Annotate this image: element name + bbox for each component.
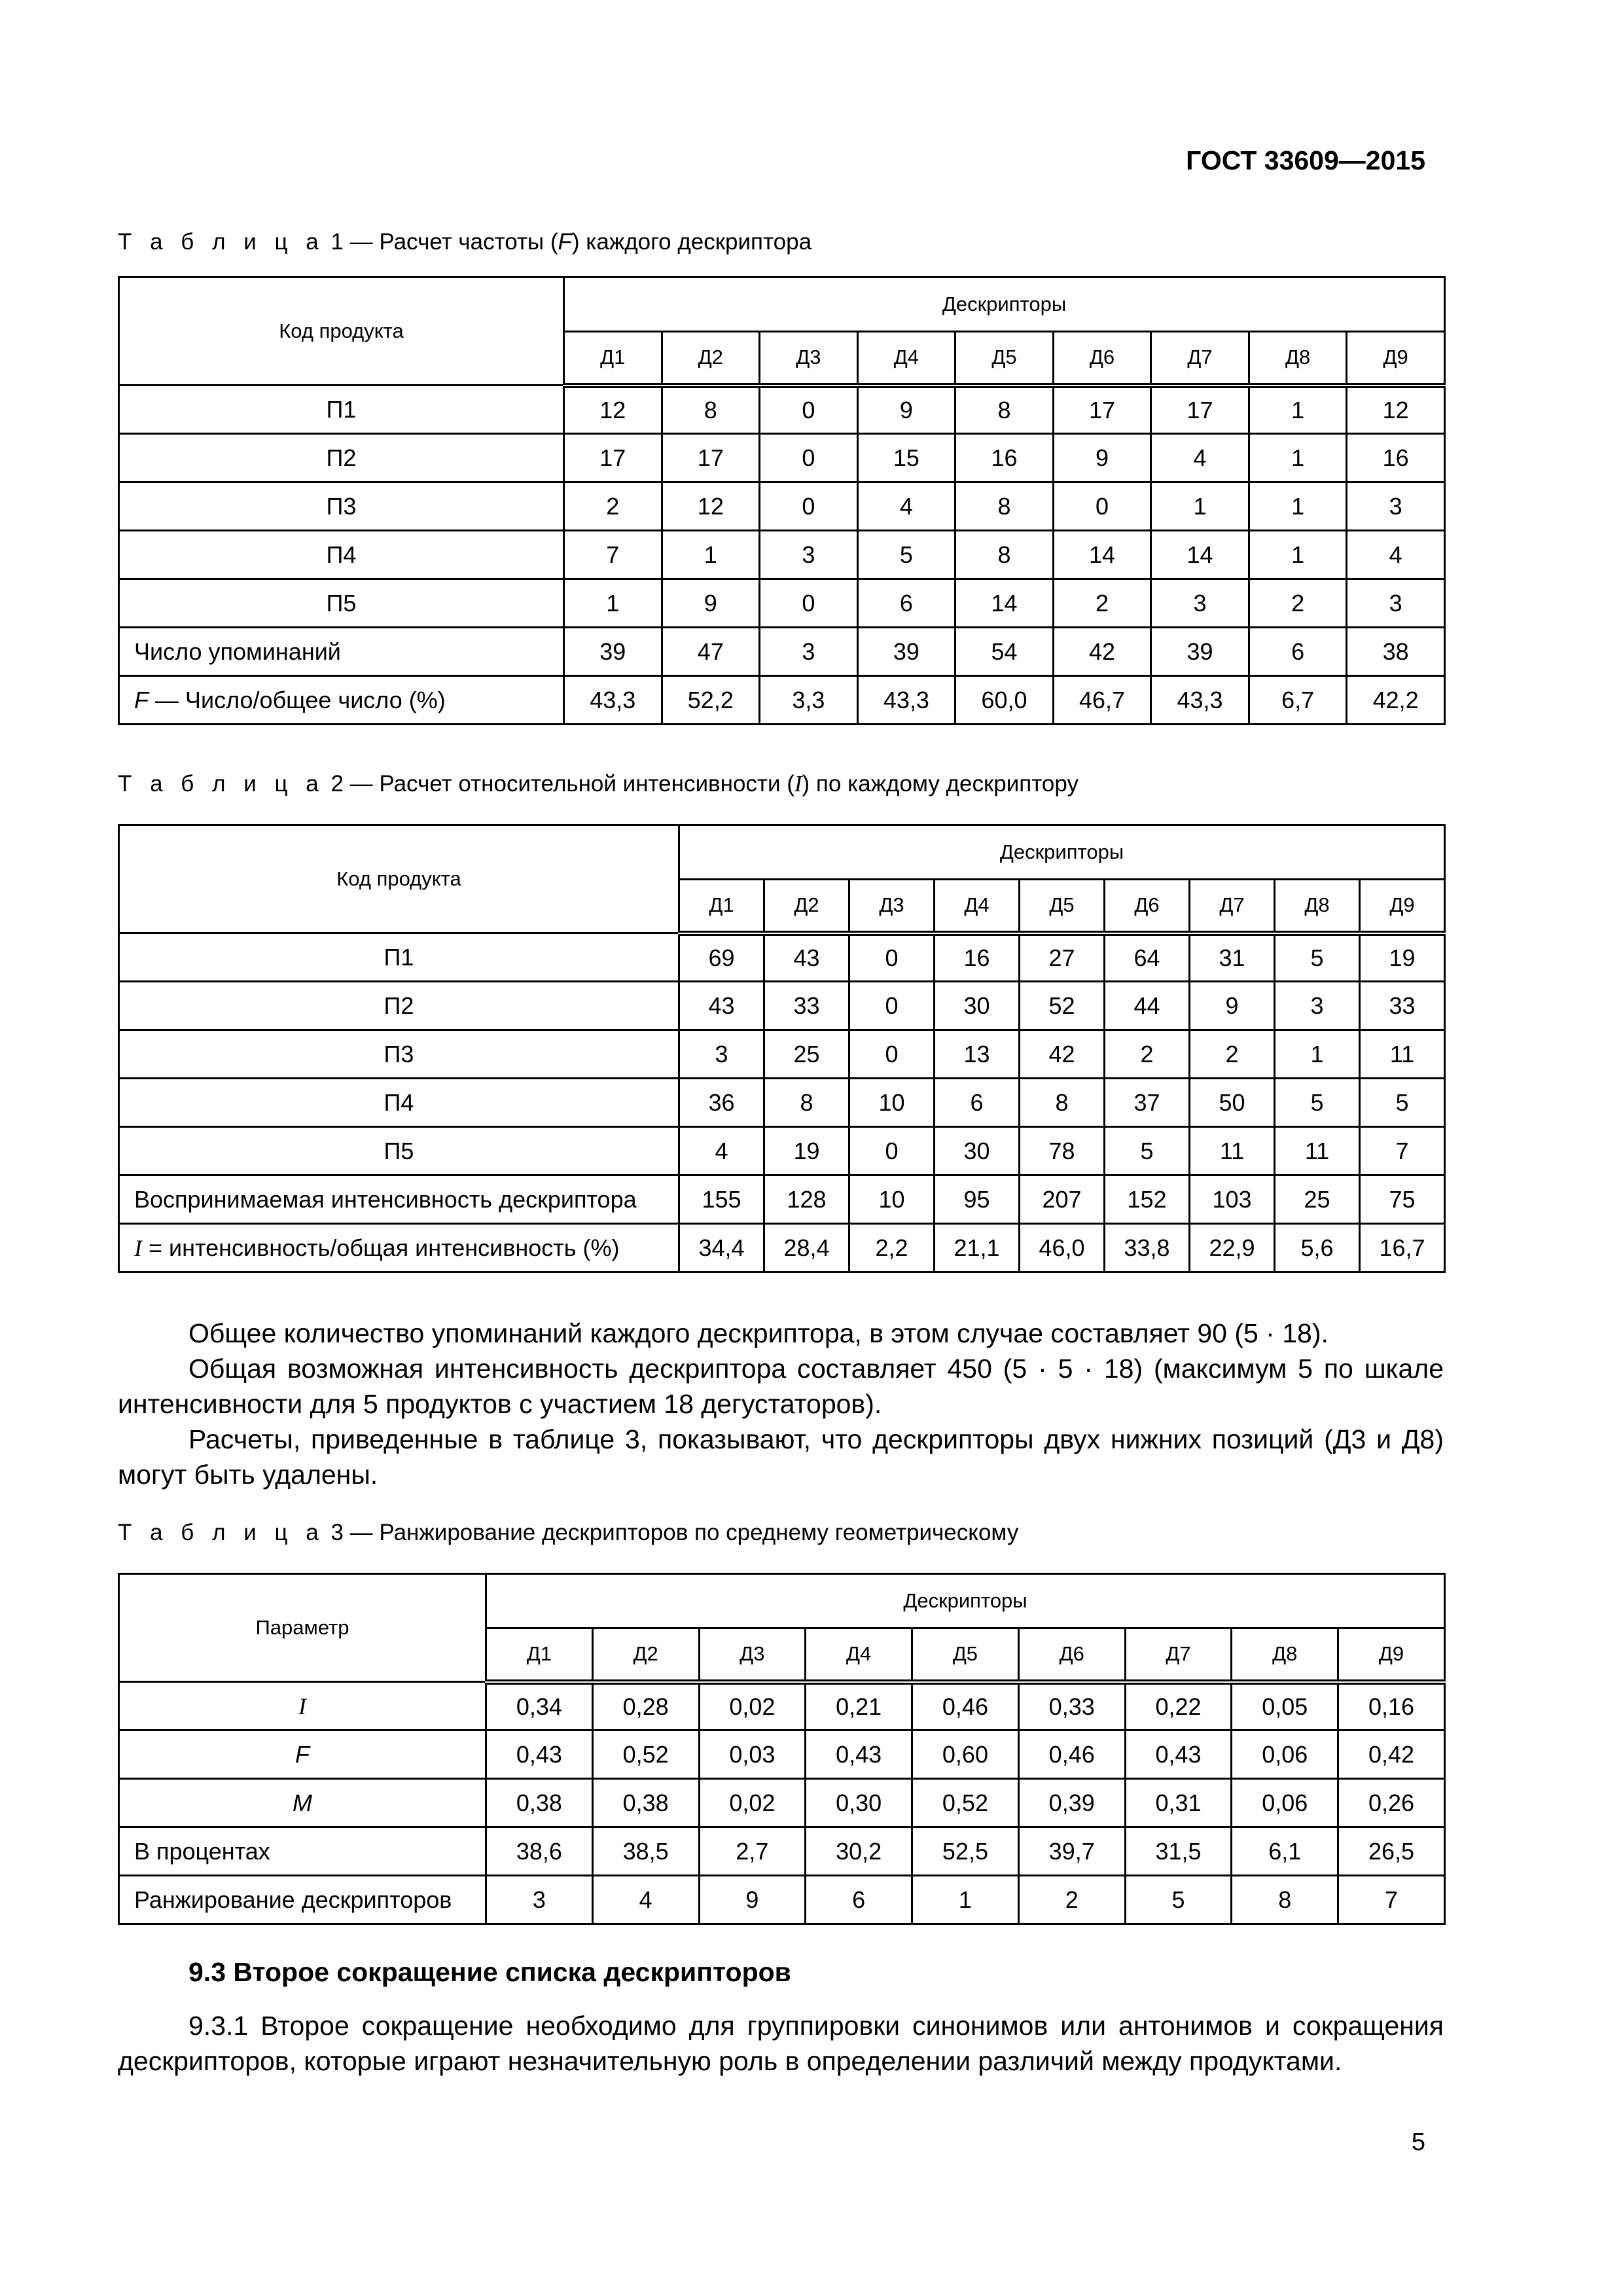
table-cell: 38,5	[592, 1827, 699, 1876]
column-header: Код продукта	[119, 825, 679, 933]
table-cell: 31	[1190, 933, 1275, 982]
table-row	[119, 676, 1445, 725]
table-cell: 5	[1275, 933, 1360, 982]
table-cell: 0,21	[806, 1682, 912, 1731]
table-3-caption: Т а б л и ц а 3 — Ранжирование дескрипторов по среднему геометрическому	[118, 1520, 1019, 1545]
table-cell: 0,52	[912, 1779, 1019, 1827]
table-cell: 152	[1105, 1175, 1190, 1224]
table-cell: 0,34	[486, 1682, 593, 1731]
table-cell: 7	[1338, 1876, 1445, 1924]
table-cell: 12	[1347, 386, 1445, 434]
table-cell: 37	[1105, 1079, 1190, 1127]
table-cell: 6	[935, 1079, 1020, 1127]
descriptor-header: Д9	[1338, 1628, 1445, 1682]
table-cell: 39	[857, 628, 955, 676]
header-row	[119, 825, 1445, 880]
row-label: П3	[119, 482, 564, 531]
table-cell: 6,7	[1249, 676, 1347, 725]
row-label: Ранжирование дескрипторов	[119, 1876, 486, 1924]
descriptor-header: Д2	[764, 880, 849, 933]
row-label: Воспринимаемая интенсивность дескриптора	[119, 1175, 679, 1224]
table-cell: 25	[764, 1030, 849, 1079]
paragraph: 9.3.1 Второе сокращение необходимо для группировки синонимов или антонимов и сокращения дескрипторов, которые играют незначительную роль в определении различий между продуктами.	[118, 2011, 1444, 2076]
table-cell: 17	[1151, 386, 1249, 434]
table-cell: 0	[1053, 482, 1151, 531]
table-cell: 9	[1190, 982, 1275, 1030]
row-label: П1	[119, 386, 564, 434]
table-cell: 0	[849, 933, 935, 982]
row-label: П2	[119, 434, 564, 482]
table-cell: 3	[679, 1030, 764, 1079]
table-cell: 27	[1020, 933, 1105, 982]
table-cell: 60,0	[955, 676, 1054, 725]
descriptor-header: Д7	[1190, 880, 1275, 933]
table-cell: 12	[564, 386, 662, 434]
table-cell: 42,2	[1347, 676, 1445, 725]
table-cell: 75	[1360, 1175, 1445, 1224]
paragraph: Расчеты, приведенные в таблице 3, показывают, что дескрипторы двух нижних позиций (Д3 и Д8) могут быть удалены.	[118, 1424, 1444, 1490]
table-row	[119, 1224, 1445, 1272]
table-cell: 0,05	[1232, 1682, 1338, 1731]
table-cell: 52,2	[662, 676, 760, 725]
section-title: 9.3 Второе сокращение списка дескрипторов	[188, 1957, 791, 1987]
table-cell: 47	[662, 628, 760, 676]
header-row	[119, 278, 1445, 332]
table-cell: 3	[1347, 579, 1445, 628]
document-id: ГОСТ 33609—2015	[1186, 145, 1425, 175]
table-cell: 52,5	[912, 1827, 1019, 1876]
table-cell: 7	[564, 531, 662, 579]
table-cell: 25	[1275, 1175, 1360, 1224]
table-cell: 42	[1020, 1030, 1105, 1079]
table-cell: 0	[849, 982, 935, 1030]
descriptor-header: Д8	[1249, 332, 1347, 386]
row-label: П4	[119, 531, 564, 579]
table-cell: 8	[955, 386, 1054, 434]
row-label-text: — Число/общее число (%)	[149, 686, 446, 713]
table-cell: 0,03	[699, 1731, 806, 1779]
table-cell: 2	[564, 482, 662, 531]
row-label-variable: I	[298, 1693, 306, 1719]
table-cell: 1	[912, 1876, 1019, 1924]
table-cell: 69	[679, 933, 764, 982]
table-cell: 0	[760, 482, 858, 531]
descriptor-header: Д1	[564, 332, 662, 386]
descriptor-header: Д3	[760, 332, 858, 386]
row-label-variable: F	[134, 686, 149, 713]
table-cell: 13	[935, 1030, 1020, 1079]
table-cell: 5	[1360, 1079, 1445, 1127]
table-cell: 43	[764, 933, 849, 982]
table-cell: 0,43	[1125, 1731, 1232, 1779]
table-row	[119, 482, 1445, 531]
row-label	[119, 1779, 486, 1827]
table-cell: 6	[857, 579, 955, 628]
table-cell: 38	[1347, 628, 1445, 676]
table-cell: 14	[1053, 531, 1151, 579]
descriptor-header: Д6	[1018, 1628, 1125, 1682]
table-cell: 3	[486, 1876, 593, 1924]
descriptor-header: Д8	[1275, 880, 1360, 933]
table-cell: 33	[764, 982, 849, 1030]
paragraph: Общее количество упоминаний каждого дескриптора, в этом случае составляет 90 (5 · 18).	[188, 1318, 1329, 1348]
descriptor-header: Д4	[935, 880, 1020, 933]
table-cell: 5	[1125, 1876, 1232, 1924]
table-cell: 207	[1020, 1175, 1105, 1224]
table-cell: 33,8	[1105, 1224, 1190, 1272]
table-cell: 16	[955, 434, 1054, 482]
table-cell: 0,31	[1125, 1779, 1232, 1827]
descriptor-header: Д6	[1053, 332, 1151, 386]
descriptor-header: Д1	[486, 1628, 593, 1682]
descriptor-header: Д9	[1347, 332, 1445, 386]
table-row	[119, 1127, 1445, 1175]
table-cell: 1	[1249, 386, 1347, 434]
table-cell: 128	[764, 1175, 849, 1224]
table-cell: 64	[1105, 933, 1190, 982]
row-label: Число упоминаний	[119, 628, 564, 676]
row-label-variable: F	[295, 1740, 310, 1768]
table-cell: 8	[1020, 1079, 1105, 1127]
descriptor-header: Д5	[912, 1628, 1019, 1682]
table-cell: 95	[935, 1175, 1020, 1224]
column-header: Код продукта	[119, 278, 564, 386]
table-cell: 43,3	[857, 676, 955, 725]
header-row	[119, 1574, 1445, 1628]
table-cell: 17	[1053, 386, 1151, 434]
table-cell: 39	[564, 628, 662, 676]
row-label-variable: M	[293, 1789, 312, 1816]
table-cell: 5	[1275, 1079, 1360, 1127]
descriptor-header: Д5	[1020, 880, 1105, 933]
table-row	[119, 386, 1445, 434]
table-cell: 1	[564, 579, 662, 628]
table-cell: 42	[1053, 628, 1151, 676]
descriptor-header: Д1	[679, 880, 764, 933]
table-cell: 22,9	[1190, 1224, 1275, 1272]
table-cell: 0	[760, 386, 858, 434]
table-cell: 11	[1275, 1127, 1360, 1175]
row-label: П4	[119, 1079, 679, 1127]
table-cell: 2	[1105, 1030, 1190, 1079]
table-cell: 4	[857, 482, 955, 531]
table-cell: 8	[764, 1079, 849, 1127]
table-cell: 39,7	[1018, 1827, 1125, 1876]
table-cell: 0,06	[1232, 1779, 1338, 1827]
descriptor-header: Д4	[806, 1628, 912, 1682]
table-cell: 43,3	[1151, 676, 1249, 725]
table-cell: 52	[1020, 982, 1105, 1030]
table-cell: 0	[849, 1127, 935, 1175]
table-2	[118, 824, 1446, 1273]
table-cell: 3	[1275, 982, 1360, 1030]
table-row	[119, 933, 1445, 982]
table-row	[119, 1779, 1445, 1827]
group-header: Дескрипторы	[486, 1574, 1445, 1628]
table-2-caption: Т а б л и ц а 2 — Расчет относительной интенсивности (I) по каждому дескриптору	[118, 771, 1079, 797]
table-cell: 4	[1151, 434, 1249, 482]
table-row	[119, 434, 1445, 482]
table-1	[118, 276, 1446, 725]
table-cell: 46,7	[1053, 676, 1151, 725]
table-cell: 0,46	[1018, 1731, 1125, 1779]
row-label-text: = интенсивность/общая интенсивность (%)	[142, 1234, 620, 1261]
table-cell: 4	[592, 1876, 699, 1924]
table-cell: 0,39	[1018, 1779, 1125, 1827]
table-row	[119, 579, 1445, 628]
table-cell: 54	[955, 628, 1054, 676]
table-cell: 1	[1249, 531, 1347, 579]
table-cell: 3	[1151, 579, 1249, 628]
table-cell: 6	[1249, 628, 1347, 676]
table-cell: 5,6	[1275, 1224, 1360, 1272]
table-cell: 9	[1053, 434, 1151, 482]
descriptor-header: Д5	[955, 332, 1054, 386]
table-cell: 0,46	[912, 1682, 1019, 1731]
table-cell: 34,4	[679, 1224, 764, 1272]
table-cell: 9	[699, 1876, 806, 1924]
table-row	[119, 1731, 1445, 1779]
descriptor-header: Д3	[849, 880, 935, 933]
table-cell: 1	[1275, 1030, 1360, 1079]
row-label	[119, 676, 564, 725]
table-cell: 0	[760, 579, 858, 628]
table-cell: 50	[1190, 1079, 1275, 1127]
group-header: Дескрипторы	[564, 278, 1445, 332]
row-label	[119, 1682, 486, 1731]
group-header: Дескрипторы	[679, 825, 1445, 880]
page-number: 5	[1411, 2128, 1425, 2156]
table-cell: 10	[849, 1175, 935, 1224]
table-cell: 11	[1360, 1030, 1445, 1079]
table-cell: 0,06	[1232, 1731, 1338, 1779]
table-cell: 19	[764, 1127, 849, 1175]
row-label-variable: I	[134, 1234, 142, 1261]
table-cell: 0,38	[486, 1779, 593, 1827]
table-cell: 1	[1151, 482, 1249, 531]
table-cell: 21,1	[935, 1224, 1020, 1272]
row-label: В процентах	[119, 1827, 486, 1876]
table-cell: 19	[1360, 933, 1445, 982]
table-cell: 17	[564, 434, 662, 482]
table-cell: 3	[760, 531, 858, 579]
table-cell: 4	[679, 1127, 764, 1175]
table-cell: 3	[1347, 482, 1445, 531]
table-cell: 6	[806, 1876, 912, 1924]
table-cell: 30,2	[806, 1827, 912, 1876]
table-cell: 0,43	[806, 1731, 912, 1779]
table-cell: 36	[679, 1079, 764, 1127]
table-cell: 9	[662, 579, 760, 628]
table-cell: 31,5	[1125, 1827, 1232, 1876]
table-cell: 46,0	[1020, 1224, 1105, 1272]
table-row	[119, 1827, 1445, 1876]
table-cell: 0,02	[699, 1682, 806, 1731]
table-cell: 43	[679, 982, 764, 1030]
paragraph: Общая возможная интенсивность дескриптора составляет 450 (5 · 5 · 18) (максимум 5 по шкале интенсивности для 5 продуктов с участием 18 дегустаторов).	[118, 1354, 1444, 1419]
table-cell: 0,52	[592, 1731, 699, 1779]
table-cell: 2	[1053, 579, 1151, 628]
table-cell: 43,3	[564, 676, 662, 725]
table-3	[118, 1573, 1446, 1925]
table-cell: 17	[662, 434, 760, 482]
table-row	[119, 628, 1445, 676]
body-text-block	[118, 1316, 1444, 1492]
table-1-caption: Т а б л и ц а 1 — Расчет частоты (F) каждого дескриптора	[118, 229, 812, 255]
table-cell: 0,43	[486, 1731, 593, 1779]
table-cell: 26,5	[1338, 1827, 1445, 1876]
table-row	[119, 1682, 1445, 1731]
row-label: П5	[119, 1127, 679, 1175]
table-cell: 3	[760, 628, 858, 676]
table-cell: 0,02	[699, 1779, 806, 1827]
table-cell: 12	[662, 482, 760, 531]
table-cell: 3,3	[760, 676, 858, 725]
table-cell: 0,30	[806, 1779, 912, 1827]
table-cell: 0,28	[592, 1682, 699, 1731]
table-cell: 2,2	[849, 1224, 935, 1272]
table-cell: 0,60	[912, 1731, 1019, 1779]
descriptor-header: Д2	[662, 332, 760, 386]
table-cell: 0,16	[1338, 1682, 1445, 1731]
table-cell: 78	[1020, 1127, 1105, 1175]
table-cell: 33	[1360, 982, 1445, 1030]
table-row	[119, 1175, 1445, 1224]
table-cell: 1	[1249, 434, 1347, 482]
table-row	[119, 1876, 1445, 1924]
table-cell: 2	[1018, 1876, 1125, 1924]
table-cell: 0	[849, 1030, 935, 1079]
table-cell: 0,38	[592, 1779, 699, 1827]
table-cell: 1	[662, 531, 760, 579]
table-cell: 8	[955, 482, 1054, 531]
table-cell: 44	[1105, 982, 1190, 1030]
descriptor-header: Д3	[699, 1628, 806, 1682]
descriptor-header: Д9	[1360, 880, 1445, 933]
table-cell: 0,33	[1018, 1682, 1125, 1731]
table-cell: 16,7	[1360, 1224, 1445, 1272]
table-cell: 2	[1249, 579, 1347, 628]
table-row	[119, 1030, 1445, 1079]
table-cell: 39	[1151, 628, 1249, 676]
table-cell: 14	[1151, 531, 1249, 579]
row-label: П5	[119, 579, 564, 628]
descriptor-header: Д7	[1151, 332, 1249, 386]
row-label: П3	[119, 1030, 679, 1079]
table-cell: 11	[1190, 1127, 1275, 1175]
table-cell: 7	[1360, 1127, 1445, 1175]
table-cell: 16	[1347, 434, 1445, 482]
row-label	[119, 1731, 486, 1779]
table-cell: 0	[760, 434, 858, 482]
table-cell: 1	[1249, 482, 1347, 531]
table-cell: 8	[662, 386, 760, 434]
table-cell: 4	[1347, 531, 1445, 579]
table-row	[119, 531, 1445, 579]
table-cell: 5	[857, 531, 955, 579]
table-cell: 2,7	[699, 1827, 806, 1876]
row-label: П1	[119, 933, 679, 982]
table-cell: 2	[1190, 1030, 1275, 1079]
table-cell: 30	[935, 1127, 1020, 1175]
table-cell: 0,42	[1338, 1731, 1445, 1779]
descriptor-header: Д4	[857, 332, 955, 386]
table-cell: 5	[1105, 1127, 1190, 1175]
table-cell: 8	[955, 531, 1054, 579]
table-cell: 38,6	[486, 1827, 593, 1876]
descriptor-header: Д6	[1105, 880, 1190, 933]
table-cell: 15	[857, 434, 955, 482]
column-header: Параметр	[119, 1574, 486, 1682]
descriptor-header: Д8	[1232, 1628, 1338, 1682]
section-text-block	[118, 2008, 1444, 2079]
descriptor-header: Д2	[592, 1628, 699, 1682]
descriptor-header: Д7	[1125, 1628, 1232, 1682]
table-cell: 103	[1190, 1175, 1275, 1224]
table-cell: 6,1	[1232, 1827, 1338, 1876]
table-cell: 155	[679, 1175, 764, 1224]
row-label	[119, 1224, 679, 1272]
table-cell: 8	[1232, 1876, 1338, 1924]
table-cell: 30	[935, 982, 1020, 1030]
table-cell: 28,4	[764, 1224, 849, 1272]
table-cell: 14	[955, 579, 1054, 628]
table-row	[119, 982, 1445, 1030]
table-cell: 16	[935, 933, 1020, 982]
table-row	[119, 1079, 1445, 1127]
table-cell: 0,26	[1338, 1779, 1445, 1827]
table-cell: 10	[849, 1079, 935, 1127]
table-cell: 9	[857, 386, 955, 434]
table-cell: 0,22	[1125, 1682, 1232, 1731]
row-label: П2	[119, 982, 679, 1030]
